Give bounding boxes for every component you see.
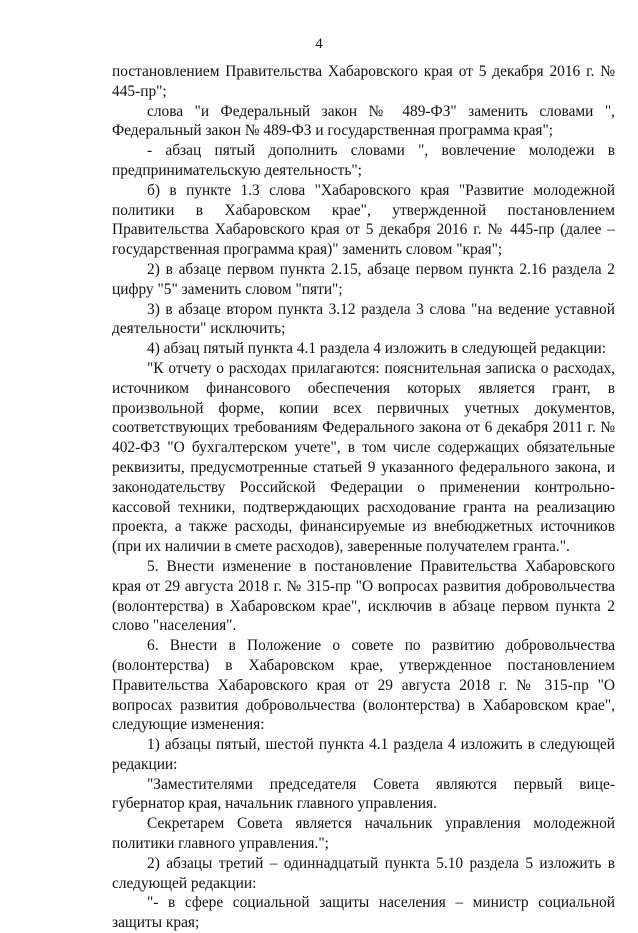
quoted-paragraph: "К отчету о расходах прилагаются: пояснительная записка о расходах, источником финансового обеспечения которых является грант, в произвольной форме, копии всех первичных учетных документов, соответствующих требованиям Федерального закона от 6 декабря 2011 г. № 402-ФЗ "О бухгалтерском учете", в том числе содержащих обязательные реквизиты, предусмотренные статьей 9 указанного федерального закона, и законодательству Российской Федерации о применении контрольно-кассовой техники, подтверждающих расходование гранта на реализацию проекта, а также расходы, финансируемые из внебюджетных источников (при их наличии в смете расходов), заверенные получателем гранта.". bbox=[112, 359, 615, 556]
paragraph: Секретарем Совета является начальник управления молодежной политики главного управления."; bbox=[112, 815, 615, 853]
quoted-paragraph: "- в сфере социальной защиты населения – министр социальной защиты края; bbox=[112, 894, 615, 932]
paragraph: слова "и Федеральный закон № 489-ФЗ" заменить словами ", Федеральный закон № 489-ФЗ и государственная программа края"; bbox=[112, 102, 615, 140]
paragraph: б) в пункте 1.3 слова "Хабаровского края "Развитие молодежной политики в Хабаровском крае", утвержденной постановлением Правительства Хабаровского края от 5 декабря 2016 г. № 445-пр (далее – государственная программа края)" заменить словом "края"; bbox=[112, 181, 615, 259]
paragraph: 2) в абзаце первом пункта 2.15, абзаце первом пункта 2.16 раздела 2 цифру "5" заменить словом "пяти"; bbox=[112, 260, 615, 298]
paragraph: 3) в абзаце втором пункта 3.12 раздела 3 слова "на ведение уставной деятельности" исключить; bbox=[112, 300, 615, 338]
paragraph: постановлением Правительства Хабаровского края от 5 декабря 2016 г. № 445-пр"; bbox=[112, 63, 615, 100]
paragraph: 5. Внести изменение в постановление Правительства Хабаровского края от 29 августа 2018 г. № 315-пр "О вопросах развития добровольчества (волонтерства) в Хабаровском крае", исключив в абзаце первом пункта 2 слово "населения". bbox=[112, 557, 615, 635]
page-number: 4 bbox=[315, 36, 323, 52]
paragraph: 6. Внести в Положение о совете по развитию добровольчества (волонтерства) в Хабаровском крае, утвержденное постановлением Правительства Хабаровского края от 29 августа 2018 г. № 315-пр "О вопросах развития добровольчества (волонтерства) в Хабаровском крае", следующие изменения: bbox=[112, 637, 615, 734]
paragraph: 1) абзацы пятый, шестой пункта 4.1 раздела 4 изложить в следующей редакции: bbox=[112, 736, 615, 773]
paragraph: 4) абзац пятый пункта 4.1 раздела 4 изложить в следующей редакции: bbox=[147, 340, 607, 358]
quoted-paragraph: "Заместителями председателя Совета являются первый вице-губернатор края, начальник главного управления. bbox=[112, 775, 615, 813]
paragraph: 2) абзацы третий – одиннадцатый пункта 5.10 раздела 5 изложить в следующей редакции: bbox=[112, 854, 615, 892]
paragraph: - абзац пятый дополнить словами ", вовлечение молодежи в предпринимательскую деятельность"; bbox=[112, 142, 615, 179]
document-body bbox=[112, 62, 615, 933]
